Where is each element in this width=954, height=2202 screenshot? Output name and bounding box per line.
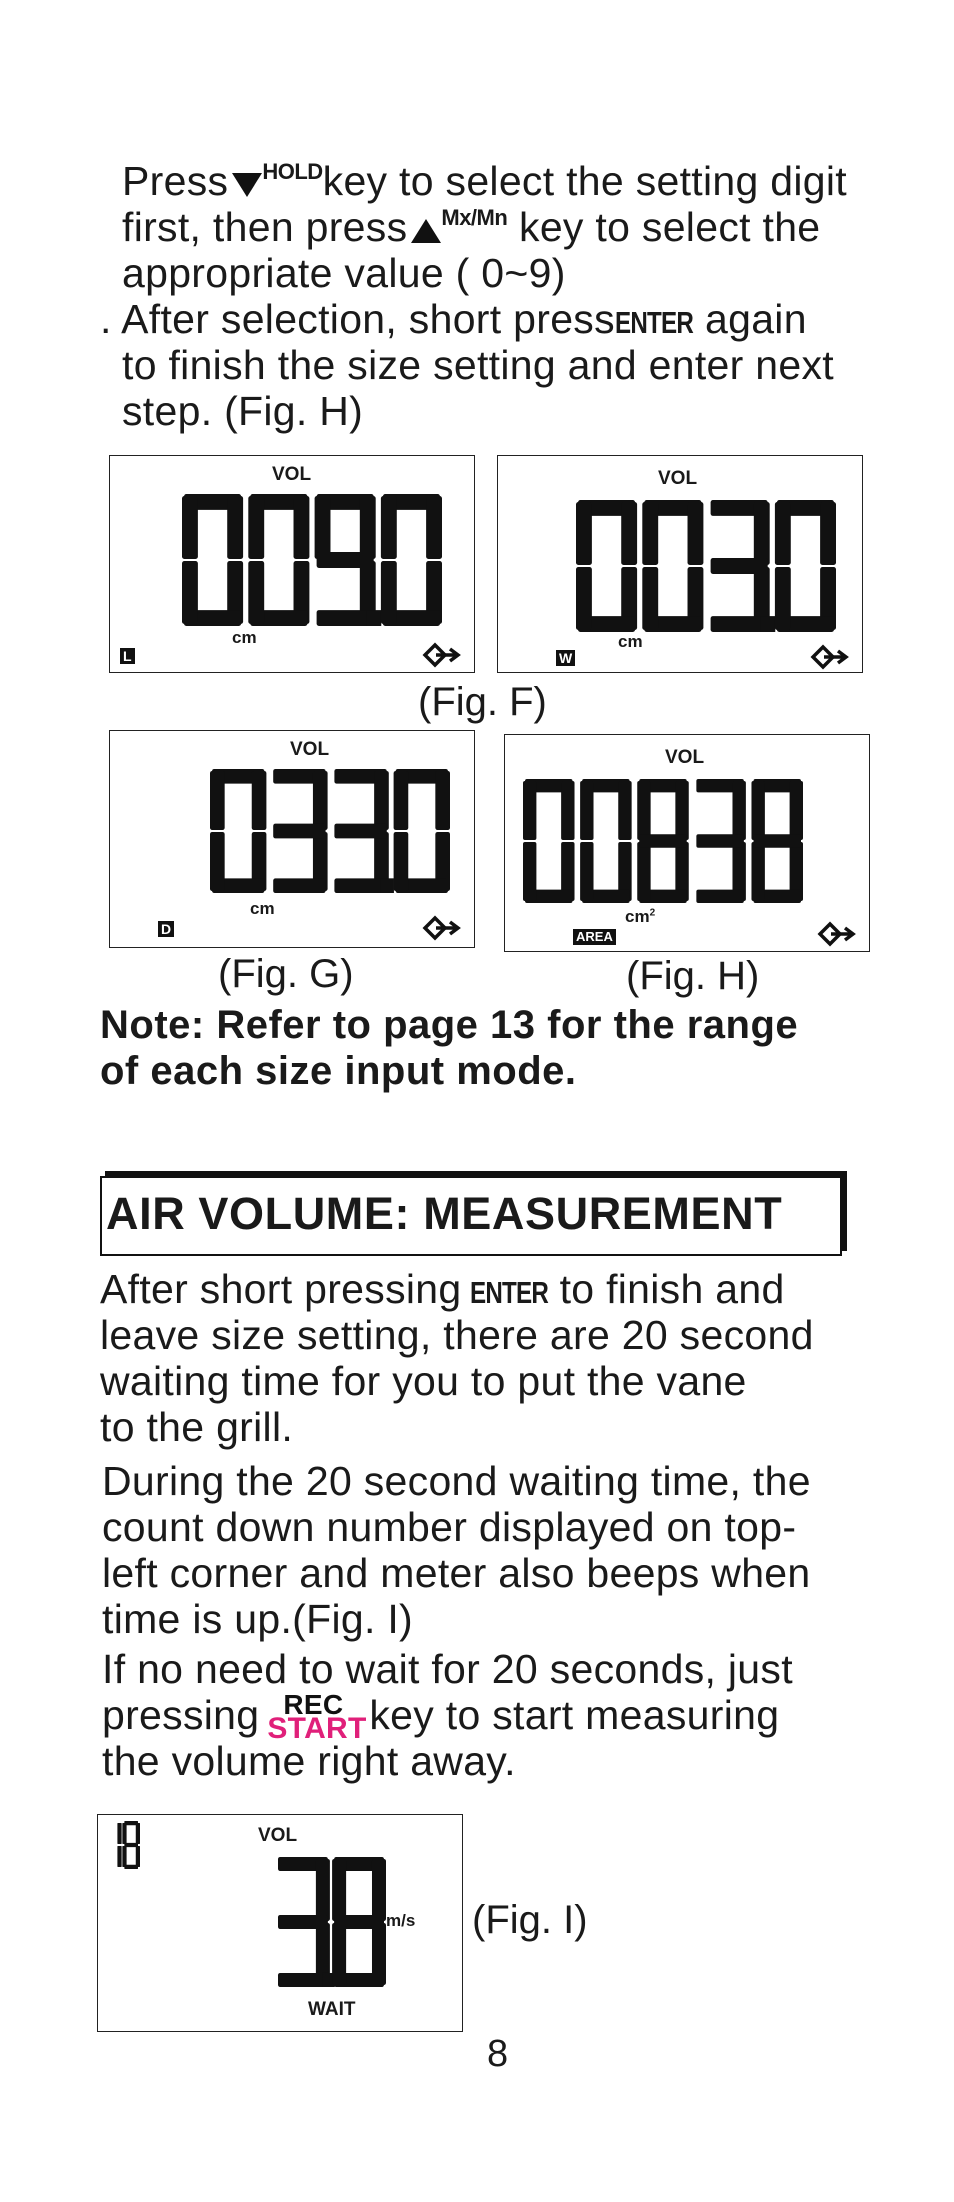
vol-label: VOL	[665, 747, 705, 768]
lcd-segment	[334, 824, 386, 839]
lcd-segment	[576, 502, 592, 565]
lcd-segment	[394, 832, 409, 891]
lcd-segment	[639, 834, 687, 847]
lcd-segment	[278, 1915, 328, 1929]
instruction-line-3: appropriate value ( 0~9)	[122, 250, 566, 296]
connection-arrow-icon	[817, 921, 857, 947]
note-line-2: of each size input mode.	[100, 1049, 577, 1093]
lcd-digit	[117, 1823, 121, 1867]
lcd-segment	[332, 1859, 346, 1921]
lcd-segment	[182, 561, 198, 624]
lcd-segment	[394, 771, 409, 830]
paragraph-1-line-1: After short pressing ENTER to finish and	[100, 1266, 785, 1316]
lcd-fig-f-length	[109, 455, 475, 673]
instruction-line-5: to finish the size setting and enter next	[122, 342, 835, 388]
lcd-segment	[580, 781, 593, 840]
lcd-segment	[273, 824, 325, 839]
decimal-point	[381, 878, 394, 893]
section-heading: AIR VOLUME: MEASUREMENT	[106, 1188, 783, 1239]
instruction-line-2: first, then press $^{Mx/Mn}$ key to select the	[122, 204, 821, 250]
lcd-digit	[381, 494, 442, 626]
lcd-segment	[711, 558, 768, 574]
lcd-segment	[122, 1823, 126, 1844]
unit-label: m/s	[386, 1911, 416, 1930]
lcd-segment	[820, 502, 836, 565]
lcd-segment	[688, 502, 704, 565]
lcd-segment	[136, 1846, 140, 1867]
lcd-segment	[696, 834, 744, 847]
unit-label: cm	[618, 632, 643, 651]
lcd-digit	[394, 769, 450, 893]
lcd-fig-g-depth	[109, 730, 475, 948]
unit-label: $cm^2$	[625, 907, 656, 926]
lcd-segment	[124, 1843, 138, 1847]
lcd-segment	[117, 1846, 121, 1867]
instruction-line-4: . After selection, short pressENTER again	[100, 296, 807, 346]
lcd-segment	[790, 781, 803, 840]
vol-label: VOL	[272, 464, 312, 485]
instruction-line-1: Press $^{HOLD}$key to select the setting digit	[122, 158, 848, 204]
paragraph-1-line-4: to the grill.	[100, 1404, 294, 1450]
mode-badge: L	[120, 648, 135, 664]
enter-key-label: ENTER	[469, 1275, 548, 1310]
lcd-fig-h-area	[504, 734, 870, 952]
lcd-digit	[278, 1857, 330, 1987]
countdown-digits	[104, 1821, 140, 1869]
decimal-point	[367, 610, 381, 626]
paragraph-3-line-3: the volume right away.	[102, 1738, 516, 1784]
lcd-digit	[273, 769, 327, 893]
lcd-segment	[117, 1823, 121, 1844]
decimal-point	[761, 616, 775, 632]
mxmn-key-label: Mx/Mn	[441, 205, 508, 230]
lcd-segment	[227, 496, 243, 559]
connection-arrow-icon	[422, 642, 462, 668]
lcd-segment	[248, 496, 264, 559]
hold-down-arrow-icon	[232, 173, 262, 197]
lcd-segment	[372, 1859, 386, 1921]
paragraph-1-line-3: waiting time for you to put the vane	[100, 1358, 747, 1404]
lcd-segment	[637, 781, 650, 840]
lcd-segment	[696, 890, 744, 903]
fig-i-caption: (Fig. I)	[472, 1898, 588, 1942]
lcd-digit	[751, 779, 803, 903]
lcd-segment	[711, 616, 768, 632]
hold-key-label: HOLD	[262, 159, 323, 184]
lcd-segment	[381, 496, 397, 559]
lcd-segment	[754, 502, 770, 565]
lcd-digit	[696, 779, 746, 903]
paragraph-2-line-3: left corner and meter also beeps when	[102, 1550, 811, 1596]
lcd-segment	[313, 771, 328, 830]
lcd-segment	[294, 496, 310, 559]
lcd-digit	[122, 1821, 140, 1869]
wait-status: WAIT	[308, 1999, 356, 2020]
lcd-segment	[732, 781, 745, 840]
lcd-digits	[523, 779, 803, 903]
paragraph-2-line-4: time is up.(Fig. I)	[102, 1596, 413, 1642]
lcd-segment	[334, 1915, 384, 1929]
lcd-digit	[775, 500, 836, 632]
mode-badge: D	[158, 921, 174, 937]
instruction-line-6: step. (Fig. H)	[122, 388, 364, 434]
lcd-digits	[276, 1857, 386, 1987]
fig-f-caption: (Fig. F)	[418, 680, 547, 724]
lcd-segment	[523, 781, 536, 840]
lcd-digits	[182, 494, 442, 626]
lcd-segment	[334, 878, 386, 893]
lcd-segment	[751, 842, 764, 901]
lcd-segment	[315, 496, 331, 559]
mode-badge: W	[556, 650, 575, 666]
vol-label: VOL	[258, 1825, 298, 1846]
lcd-segment	[637, 842, 650, 901]
lcd-digit	[580, 779, 632, 903]
note-line-1: Note: Refer to page 13 for the range	[100, 1003, 799, 1047]
paragraph-1-line-2: leave size setting, there are 20 second	[100, 1312, 814, 1358]
lcd-segment	[775, 502, 791, 565]
lcd-segment	[316, 1859, 330, 1921]
lcd-segment	[210, 832, 225, 891]
lcd-digit	[332, 1857, 386, 1987]
lcd-segment	[621, 502, 637, 565]
unit-label: cm	[232, 628, 257, 647]
vol-label: VOL	[658, 468, 698, 489]
lcd-segment	[360, 496, 376, 559]
lcd-digits	[576, 500, 836, 632]
page-number: 8	[487, 2033, 509, 2075]
lcd-segment	[317, 552, 374, 568]
lcd-digit	[315, 494, 376, 626]
lcd-segment	[561, 781, 574, 840]
lcd-segment	[332, 1923, 346, 1985]
lcd-digit	[576, 500, 637, 632]
lcd-segment	[523, 842, 536, 901]
lcd-segment	[278, 1973, 328, 1987]
lcd-segment	[122, 1846, 126, 1867]
lcd-segment	[374, 771, 389, 830]
lcd-segment	[642, 502, 658, 565]
paragraph-2-line-1: During the 20 second waiting time, the	[102, 1458, 811, 1504]
fig-h-caption: (Fig. H)	[626, 954, 760, 998]
lcd-segment	[248, 561, 264, 624]
lcd-segment	[435, 771, 450, 830]
lcd-digit	[523, 779, 575, 903]
lcd-segment	[182, 496, 198, 559]
lcd-segment	[381, 561, 397, 624]
paragraph-3-line-1: If no need to wait for 20 seconds, just	[102, 1646, 793, 1692]
lcd-digit	[210, 769, 266, 893]
lcd-segment	[775, 567, 791, 630]
connection-arrow-icon	[422, 915, 462, 941]
fig-g-caption: (Fig. G)	[218, 952, 354, 996]
lcd-segment	[580, 842, 593, 901]
rec-start-key	[259, 1689, 369, 1745]
start-key-label: START	[267, 1712, 367, 1745]
mode-badge: AREA	[573, 929, 616, 945]
vol-label: VOL	[290, 739, 330, 760]
lcd-digit	[642, 500, 703, 632]
paragraph-2-line-2: count down number displayed on top-	[102, 1504, 797, 1550]
lcd-segment	[576, 567, 592, 630]
lcd-segment	[618, 781, 631, 840]
unit-label: cm	[250, 899, 275, 918]
lcd-segment	[136, 1823, 140, 1844]
lcd-segment	[273, 878, 325, 893]
lcd-segment	[675, 781, 688, 840]
mxmn-up-arrow-icon	[411, 219, 441, 243]
lcd-fig-i-wait	[97, 1814, 463, 2032]
lcd-digit	[248, 494, 309, 626]
lcd-digit	[182, 494, 243, 626]
enter-key-label: ENTER	[614, 305, 693, 340]
paragraph-3-line-2: pressing REC START key to start measuring	[102, 1692, 779, 1738]
connection-arrow-icon	[810, 644, 850, 670]
lcd-segment	[317, 610, 374, 626]
lcd-digit	[637, 779, 689, 903]
lcd-digit	[711, 500, 770, 632]
lcd-fig-f-width	[497, 455, 863, 673]
lcd-segment	[426, 496, 442, 559]
lcd-digits	[210, 769, 450, 893]
lcd-segment	[753, 834, 801, 847]
lcd-segment	[642, 567, 658, 630]
rec-key-label: REC	[283, 1689, 344, 1720]
lcd-segment	[751, 781, 764, 840]
lcd-segment	[252, 771, 267, 830]
lcd-segment	[210, 771, 225, 830]
lcd-digit	[334, 769, 388, 893]
